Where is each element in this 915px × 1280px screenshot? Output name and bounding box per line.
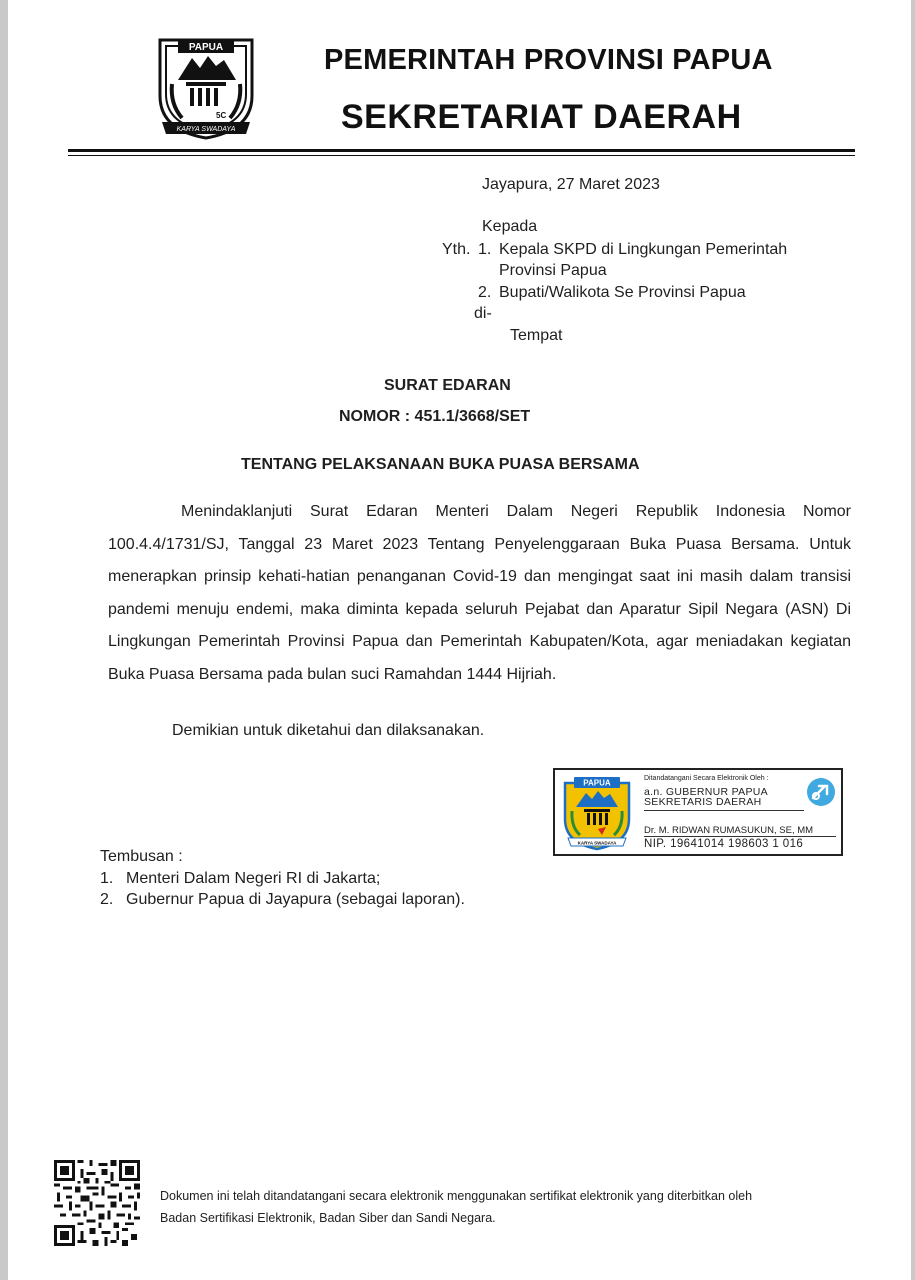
qr-code bbox=[54, 1160, 140, 1246]
cc-item-2-number: 2. bbox=[100, 891, 114, 908]
signed-note: Ditandatangani Secara Elektronik Oleh : bbox=[644, 775, 769, 782]
crest-top-text: PAPUA bbox=[188, 42, 224, 53]
di-label: di- bbox=[474, 305, 492, 322]
cc-item-1-text: Menteri Dalam Negeri RI di Jakarta; bbox=[126, 870, 381, 887]
crest-bottom-text: KARYA SWADAYA bbox=[176, 126, 236, 133]
yth-label: Yth. bbox=[442, 241, 471, 258]
recipient-1-line1: Kepala SKPD di Lingkungan Pemerintah bbox=[499, 241, 788, 258]
footer-line-2: Badan Sertifikasi Elektronik, Badan Siber dan Sandi Negara. bbox=[160, 1211, 496, 1225]
header-government-title: PEMERINTAH PROVINSI PAPUA bbox=[324, 44, 773, 76]
header-thick-rule bbox=[68, 149, 855, 152]
body-paragraph: Menindaklanjuti Surat Edaran Menteri Dalam Negeri Republik Indonesia Nomor 100.4.4/1731/SJ, Tanggal 23 Maret 2023 Tentang Penyelenggaraan Buka Puasa Bersama. Untuk menerapkan prinsip kehati-hatian penanganan Covid-19 dan mengingat saat ini masih dalam transisi pandemi menuju endemi, maka diminta kepada seluruh Pejabat dan Aparatur Sipil Negara (ASN) Di Lingkungan Pemerintah Provinsi Papua dan Pemerintah Kabupaten/Kota, agar meniadakan kegiatan Buka Puasa Bersama pada bulan suci Ramahdan 1444 Hijriah. bbox=[108, 503, 851, 683]
signer-position: SEKRETARIS DAERAH bbox=[644, 796, 762, 808]
signer-name: Dr. M. RIDWAN RUMASUKUN, SE, MM bbox=[644, 825, 814, 836]
papua-crest-logo bbox=[156, 34, 256, 142]
cc-item-1-number: 1. bbox=[100, 870, 114, 887]
sig-logo-top-text: PAPUA bbox=[583, 778, 611, 788]
recipient-2-number: 2. bbox=[478, 284, 492, 301]
to-label: Kepada bbox=[482, 218, 538, 235]
tempat-label: Tempat bbox=[510, 327, 563, 344]
electronic-signature-box bbox=[553, 768, 843, 856]
bsre-certificate-icon bbox=[805, 776, 837, 808]
recipient-1-number: 1. bbox=[478, 241, 492, 258]
signer-nip: NIP. 19641014 198603 1 016 bbox=[644, 838, 804, 850]
papua-color-crest-logo bbox=[562, 775, 632, 851]
cc-label: Tembusan : bbox=[100, 848, 183, 865]
cc-item-2-text: Gubernur Papua di Jayapura (sebagai laporan). bbox=[126, 891, 465, 908]
closing-sentence: Demikian untuk diketahui dan dilaksanakan. bbox=[172, 722, 485, 739]
footer-line-1: Dokumen ini telah ditandatangani secara elektronik menggunakan sertifikat elektronik yang diterbitkan oleh bbox=[160, 1189, 753, 1203]
header-thin-rule bbox=[68, 155, 855, 156]
letter-number: NOMOR : 451.1/3668/SET bbox=[339, 408, 531, 425]
letter-kind: SURAT EDARAN bbox=[384, 377, 511, 394]
sig-logo-bottom-text: KARYA SWADAYA bbox=[577, 840, 617, 846]
place-date: Jayapura, 27 Maret 2023 bbox=[482, 176, 660, 193]
letter-subject: TENTANG PELAKSANAAN BUKA PUASA BERSAMA bbox=[241, 456, 640, 473]
sig-separator-top bbox=[644, 810, 804, 811]
recipient-2-line1: Bupati/Walikota Se Provinsi Papua bbox=[499, 284, 746, 301]
header-secretariat-title: SEKRETARIAT DAERAH bbox=[341, 98, 742, 136]
svg-text:5C: 5C bbox=[216, 111, 227, 120]
sig-separator-bottom bbox=[644, 836, 836, 837]
on-behalf-line: a.n. GUBERNUR PAPUA bbox=[644, 786, 768, 798]
document-page bbox=[8, 0, 911, 1280]
recipient-1-line2: Provinsi Papua bbox=[499, 262, 607, 279]
